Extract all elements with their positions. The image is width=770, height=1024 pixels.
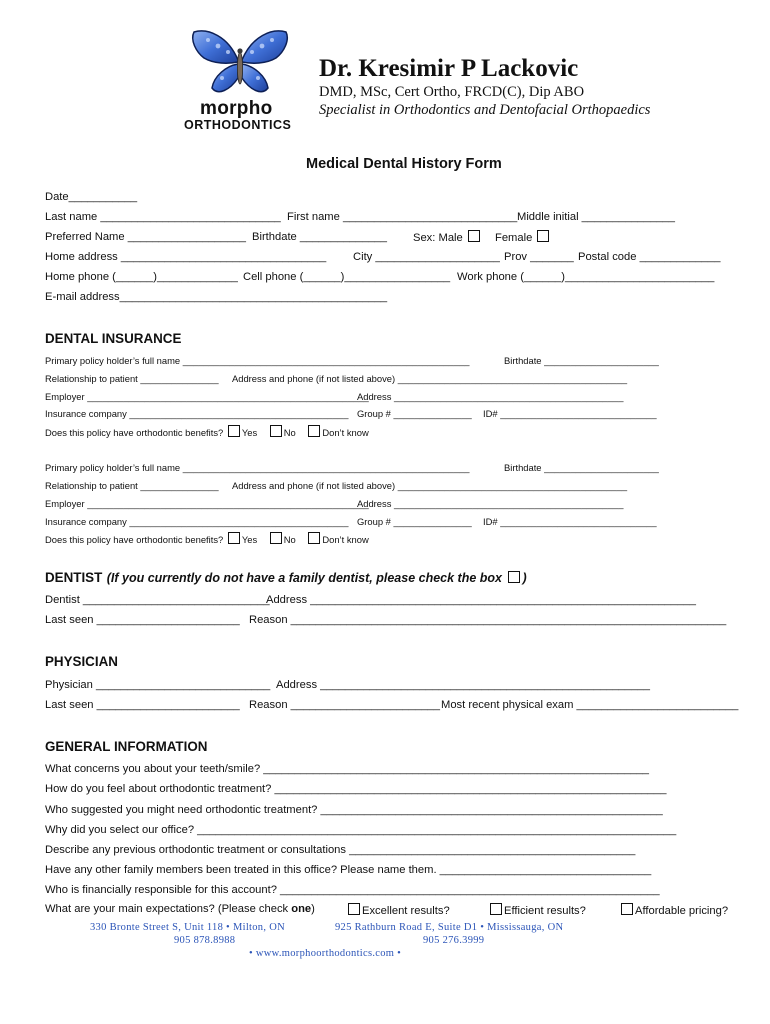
form-title: Medical Dental History Form [306, 156, 502, 172]
dentist-field[interactable]: Dentist ______________________________ [45, 594, 270, 606]
no-label: No [283, 534, 296, 545]
dentist-heading-row [45, 569, 527, 587]
footer-location-mississauga: 925 Rathburn Road E, Suite D1 • Mississauga, ON [335, 922, 564, 933]
work-phone-field[interactable]: Work phone (______)________________________ [457, 271, 715, 283]
dont-know-label: Don’t know [322, 534, 369, 545]
why-our-office-field[interactable]: Why did you select our office? _____________________________________________________________________________ [45, 824, 677, 836]
previous-treatment-field[interactable]: Describe any previous orthodontic treatment or consultations ______________________________________________ [45, 844, 636, 856]
yes-label: Yes [241, 534, 258, 545]
excellent-results-label: Excellent results? [362, 905, 450, 917]
policy-holder-field[interactable]: Primary policy holder’s full name _______________________________________________________ [45, 355, 470, 366]
relationship-field[interactable]: Relationship to patient _______________ [45, 373, 219, 384]
home-phone-field[interactable]: Home phone (______)_____________ [45, 271, 238, 283]
doctor-credentials: DMD, MSc, Cert Ortho, FRCD(C), Dip ABO [319, 84, 585, 100]
doctor-name: Dr. Kresimir P Lackovic [319, 55, 579, 82]
home-address-field[interactable]: Home address _________________________________ [45, 251, 327, 263]
physician-reason-field[interactable]: Reason ________________________ [249, 699, 440, 711]
relationship-field[interactable]: Relationship to patient _______________ [45, 480, 219, 491]
email-field[interactable]: E-mail address___________________________________________ [45, 291, 388, 303]
dont-know-checkbox[interactable] [308, 532, 320, 544]
group-number-field[interactable]: Group # _______________ [357, 408, 472, 419]
excellent-results-checkbox[interactable] [348, 903, 360, 915]
dont-know-checkbox[interactable] [308, 425, 320, 437]
option-excellent-results[interactable] [346, 903, 450, 917]
employer-address-field[interactable]: Address ____________________________________________ [357, 391, 624, 402]
expectations-suffix: ) [311, 903, 315, 915]
physician-field[interactable]: Physician ____________________________ [45, 679, 271, 691]
butterfly-icon [188, 26, 292, 100]
concerns-question-field[interactable]: What concerns you about your teeth/smile? ______________________________________________________________ [45, 763, 650, 775]
efficient-results-label: Efficient results? [504, 905, 586, 917]
family-members-field[interactable]: Have any other family members been treated in this office? Please name them. __________________________________ [45, 864, 652, 876]
ortho-benefits-question: Does this policy have orthodontic benefits? [45, 534, 224, 545]
footer-phone-mississauga: 905 276.3999 [423, 935, 485, 946]
general-information-heading: GENERAL INFORMATION [45, 739, 208, 754]
doctor-specialty: Specialist in Orthodontics and Dentofacial Orthopaedics [319, 102, 651, 118]
dont-know-label: Don’t know [322, 427, 369, 438]
dentist-heading: DENTIST [45, 570, 103, 585]
no-checkbox[interactable] [270, 532, 282, 544]
female-checkbox[interactable] [537, 230, 549, 242]
no-label: No [283, 427, 296, 438]
no-dentist-checkbox[interactable] [508, 571, 520, 583]
expectations-row [45, 903, 315, 915]
recent-physical-exam-field[interactable]: Most recent physical exam __________________________ [441, 699, 739, 711]
postal-code-field[interactable]: Postal code _____________ [578, 251, 721, 263]
prov-field[interactable]: Prov _______ [504, 251, 574, 263]
financially-responsible-field[interactable]: Who is financially responsible for this account? _____________________________________________________________ [45, 884, 660, 896]
policy-holder-birthdate-field[interactable]: Birthdate ______________________ [504, 462, 659, 473]
address-phone-field[interactable]: Address and phone (if not listed above) ____________________________________________ [232, 480, 628, 491]
address-phone-field[interactable]: Address and phone (if not listed above) ____________________________________________ [232, 373, 628, 384]
dentist-note: (If you currently do not have a family dentist, please check the box [106, 571, 502, 585]
employer-field[interactable]: Employer ______________________________________________________ [45, 498, 369, 509]
cell-phone-field[interactable]: Cell phone (______)_________________ [243, 271, 451, 283]
yes-label: Yes [241, 427, 258, 438]
employer-field[interactable]: Employer ______________________________________________________ [45, 391, 369, 402]
logo-word: morpho [200, 98, 273, 119]
efficient-results-checkbox[interactable] [490, 903, 502, 915]
policy-holder-birthdate-field[interactable]: Birthdate ______________________ [504, 355, 659, 366]
logo [178, 26, 298, 136]
footer-phone-milton: 905 878.8988 [174, 935, 236, 946]
date-field[interactable]: Date___________ [45, 191, 138, 203]
preferred-name-field[interactable]: Preferred Name ___________________ [45, 231, 246, 243]
city-field[interactable]: City ____________________ [353, 251, 500, 263]
feel-about-treatment-field[interactable]: How do you feel about orthodontic treatment? _______________________________________________________________ [45, 783, 667, 795]
sex-male-option[interactable] [413, 230, 482, 244]
dentist-address-field[interactable]: Address ______________________________________________________________ [266, 594, 696, 606]
logo-subtitle: ORTHODONTICS [184, 118, 292, 132]
option-efficient-results[interactable] [488, 903, 586, 917]
affordable-pricing-label: Affordable pricing? [635, 905, 729, 917]
last-name-field[interactable]: Last name _____________________________ [45, 211, 281, 223]
footer-website-link[interactable]: • www.morphoorthodontics.com • [249, 948, 402, 959]
policy-holder-field[interactable]: Primary policy holder’s full name _______________________________________________________ [45, 462, 470, 473]
physician-heading: PHYSICIAN [45, 654, 118, 669]
sex-male-label: Sex: Male [413, 232, 463, 244]
who-suggested-field[interactable]: Who suggested you might need orthodontic treatment? _______________________________________________________ [45, 804, 663, 816]
dental-insurance-heading: DENTAL INSURANCE [45, 331, 182, 346]
middle-initial-field[interactable]: Middle initial _______________ [517, 211, 675, 223]
expectations-question: What are your main expectations? (Please check [45, 903, 292, 915]
option-affordable-pricing[interactable] [619, 903, 728, 917]
ortho-benefits-row [45, 532, 369, 545]
id-number-field[interactable]: ID# ______________________________ [483, 408, 657, 419]
footer-location-milton: 330 Bronte Street S, Unit 118 • Milton, ON [90, 922, 285, 933]
group-number-field[interactable]: Group # _______________ [357, 516, 472, 527]
expectations-emphasis: one [291, 903, 312, 915]
dentist-reason-field[interactable]: Reason ______________________________________________________________________ [249, 614, 727, 626]
ortho-benefits-row [45, 425, 369, 438]
physician-last-seen-field[interactable]: Last seen _______________________ [45, 699, 240, 711]
female-label: Female [495, 232, 533, 244]
insurance-company-field[interactable]: Insurance company __________________________________________ [45, 408, 349, 419]
id-number-field[interactable]: ID# ______________________________ [483, 516, 657, 527]
employer-address-field[interactable]: Address ____________________________________________ [357, 498, 624, 509]
male-checkbox[interactable] [468, 230, 480, 242]
affordable-pricing-checkbox[interactable] [621, 903, 633, 915]
first-name-field[interactable]: First name ____________________________ [287, 211, 518, 223]
yes-checkbox[interactable] [228, 425, 240, 437]
dentist-last-seen-field[interactable]: Last seen _______________________ [45, 614, 240, 626]
insurance-company-field[interactable]: Insurance company __________________________________________ [45, 516, 349, 527]
birthdate-field[interactable]: Birthdate ______________ [252, 231, 387, 243]
physician-address-field[interactable]: Address _____________________________________________________ [276, 679, 650, 691]
sex-female-option[interactable] [495, 230, 551, 244]
ortho-benefits-question: Does this policy have orthodontic benefits? [45, 427, 224, 438]
dentist-note-end: ) [522, 571, 527, 585]
yes-checkbox[interactable] [228, 532, 240, 544]
no-checkbox[interactable] [270, 425, 282, 437]
